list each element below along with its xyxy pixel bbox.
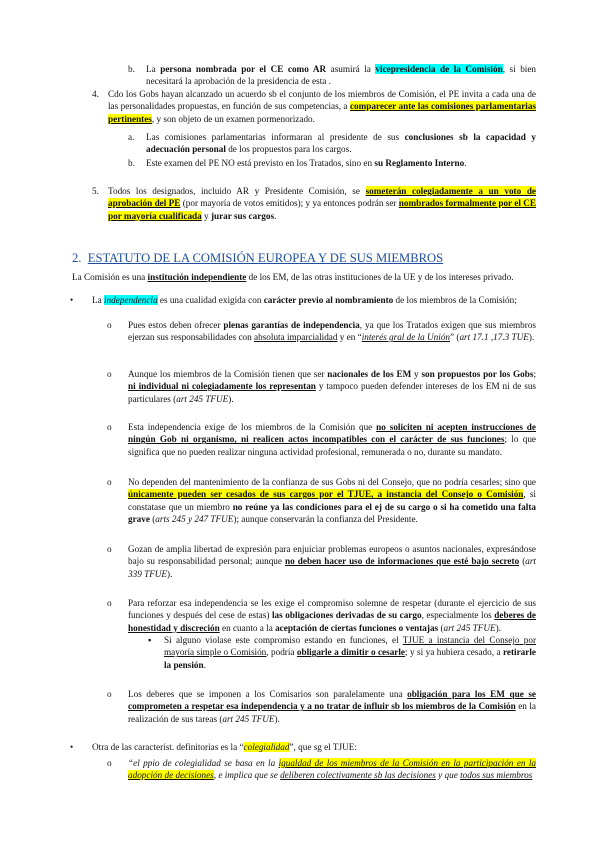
section-heading: 2. ESTATUTO DE LA COMISIÓN EUROPEA Y DE SUS MIEMBROS [72,251,444,265]
paragraph-colegialidad: Otra de las característ. definitorias es la “colegialidad”, que sg el TJUE: [92,742,357,752]
paragraph-expresion: Gozan de amplia libertad de expresión para enjuiciar problemas europeos o asuntos nacionales, expresándose bajo su responsabilidad personal; aunque no deben hacer uso de informaciones que esté bajo secreto (art 339 TFUE). [128,544,536,579]
paragraph-garantias: Pues estos deben ofrecer plenas garantías de independencia, ya que los Tratados exigen que sus miembros ejerzan sus responsabilidades con absoluta imparcialidad y en “interés gral de la Unión” (art 17.1 ,17.3 TUE). [128,320,536,343]
circle-bullet-icon: o [107,689,112,699]
list-marker: b. [128,64,135,74]
circle-bullet-icon: o [107,320,112,330]
paragraph-voto-aprobacion: Todos los designados, incluido AR y Presidente Comisión, se someterán colegiadamente a un voto de aprobación del PE (por mayoría de votos emitidos); y ya entonces podrán ser nombrados formalmente por el CE por mayoría cualificada y jurar sus cargos. [108,186,537,221]
list-marker: a. [128,132,135,142]
paragraph-nacionales: Aunque los miembros de la Comisión tienen que ser nacionales de los EM y son propuestos por los Gobs; ni individual ni colegiadamente los representan y tampoco pueden defender intereses de los EM ni de sus particulares (art 245 TFUE). [128,369,537,404]
circle-bullet-icon: o [107,477,112,487]
circle-bullet-icon: o [107,544,112,554]
list-marker: b. [128,158,135,168]
list-marker: 4. [92,89,99,99]
circle-bullet-icon: o [107,422,112,432]
paragraph-dimitir: Si alguno violase este compromiso estando en funciones, el TJUE a instancia del Consejo por mayoría simple o Comisión, podría obligarle a dimitir o cesarle; y si ya hubiera cesado, a retirarle la pensión. [164,635,537,670]
paragraph-comisiones-parlamentarias: Las comisiones parlamentarias informaran al presidente de sus conclusiones sb la capacidad y adecuación personal de los propuestos para los cargos. [146,132,537,155]
bullet-icon: • [70,742,74,752]
circle-bullet-icon: o [107,369,112,379]
circle-bullet-icon: o [107,598,112,608]
circle-bullet-icon: o [107,758,112,768]
paragraph-intro: La Comisión es una institución independiente de los EM, de las otras instituciones de la UE y de los intereses privado. [72,272,514,282]
bullet-icon: • [70,295,74,305]
paragraph-ppio-colegialidad: “el ppio de colegialidad se basa en la igualdad de los miembros de la Comisión en la participación en la adopción de decisiones, e implica que se deliberen colectivamente sb las decisiones y que todos sus miembros [128,758,536,781]
list-marker: 5. [92,186,99,196]
paragraph-deberes-em: Los deberes que se imponen a los Comisarios son paralelamente una obligación para los EM que se comprometen a respetar esa independencia y a no tratar de influir sb los miembros de la Comisión en la realización de sus tareas (art 245 TFUE). [128,689,536,724]
paragraph-compromiso: Para reforzar esa independencia se les exige el compromiso solemne de respetar (durante el ejercicio de sus funciones y después del cese de estas) las obligaciones derivadas de su cargo, especialmente los deberes de honestidad y discreción en cuanto a la aceptación de ciertas funciones o ventajas (art 245 TFUE). [128,598,536,633]
paragraph-independencia: La independencia es una cualidad exigida con carácter previo al nombramiento de los miembros de la Comisión; [92,295,517,305]
paragraph-instrucciones: Esta independencia exige de los miembros de la Comisión que no soliciten ni acepten instrucciones de ningún Gob ni organismo, ni realicen actos incompatibles con el carácter de sus funciones; lo que significa que no pueden realizar ninguna actividad profesional, remunerada o no, durante su mandato. [128,422,536,457]
paragraph-vicepresidencia: La persona nombrada por el CE como AR asumirá la vicepresidencia de la Comisión, si bien necesitará la aprobación de la presidencia de esta . [146,64,537,87]
paragraph-reglamento: Este examen del PE NO está previsto en los Tratados, sino en su Reglamento Interno. [146,158,467,168]
square-bullet-icon: ▪ [148,635,152,645]
paragraph-cese: No dependen del mantenimiento de la confianza de sus Gobs ni del Consejo, que no podría cesarles; sino que únicamente pueden ser cesados de sus cargos por el TJUE, a instancia del Consejo o Comisión, si constatase que un miembro no reúne ya las condiciones para el ej de su cargo o si ha cometido una falta grave (arts 245 y 247 TFUE); aunque conservarán la confianza del Presidente. [128,477,536,524]
paragraph-comparecer: Cdo los Gobs hayan alcanzado un acuerdo sb el conjunto de los miembros de Comisión, el PE invita a cada una de las personalidades propuestas, en función de sus competencias, a comparecer ante las comisiones parlamentarias pertinentes, y son objeto de un examen pormenorizado. [108,89,536,124]
